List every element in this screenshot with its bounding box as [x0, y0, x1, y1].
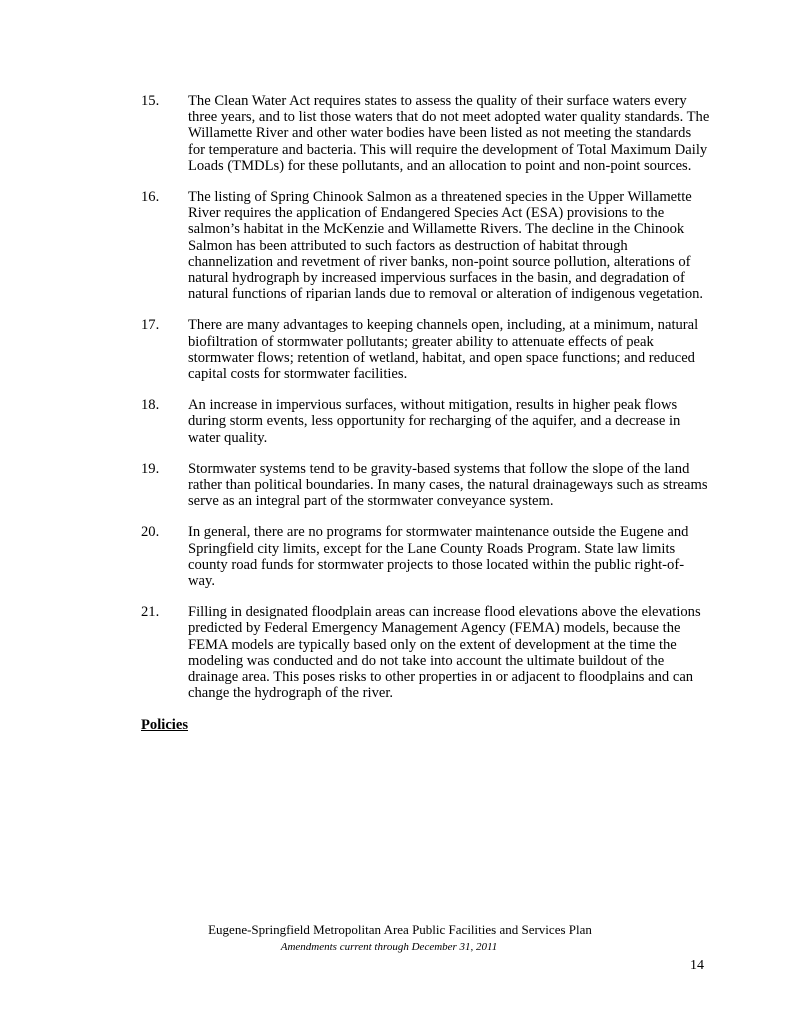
numbered-finding-15: [141, 93, 711, 174]
item-number: 16.: [141, 189, 160, 206]
numbered-finding-17: [141, 317, 711, 382]
item-text: The Clean Water Act requires states to assess the quality of their surface waters every three years, and to list those waters that do not meet adopted water quality standards. The Willamette River and other water bodies have been listed as not meeting the standards for temperature and bacteria. This will require the development of Total Maximum Daily Loads (TMDLs) for these pollutants, and an allocation to point and non-point sources.: [188, 93, 710, 174]
numbered-finding-19: [141, 461, 711, 510]
item-number: 21.: [141, 604, 160, 621]
numbered-finding-16: [141, 189, 711, 302]
numbered-finding-20: [141, 524, 711, 589]
item-text: Filling in designated floodplain areas can increase flood elevations above the elevations predicted by Federal Emergency Management Agency (FEMA) models, because the FEMA models are typically based only on the extent of development at the time the modeling was conducted and do not take into account the ultimate buildout of the drainage area. This poses risks to other properties in or adjacent to floodplains and can change the hydrograph of the river.: [188, 604, 701, 702]
item-text: An increase in impervious surfaces, without mitigation, results in higher peak flows during storm events, less opportunity for recharging of the aquifer, and a decrease in water quality.: [188, 397, 681, 446]
item-text: There are many advantages to keeping channels open, including, at a minimum, natural biofiltration of stormwater pollutants; greater ability to attenuate effects of peak stormwater flows; retention of wetland, habitat, and open space functions; and reduced capital costs for stormwater facilities.: [188, 317, 699, 383]
item-number: 20.: [141, 524, 160, 541]
item-text: In general, there are no programs for stormwater maintenance outside the Eugene and Springfield city limits, except for the Lane County Roads Program. State law limits county road funds for stormwater projects to those located within the public right-of-way.: [188, 524, 689, 590]
numbered-finding-18: [141, 397, 711, 446]
item-text: The listing of Spring Chinook Salmon as a threatened species in the Upper Willamette River requires the application of Endangered Species Act (ESA) provisions to the salmon’s habitat in the McKenzie and Willamette Rivers. The decline in the Chinook Salmon has been attributed to such factors as destruction of habitat through channelization and revetment of river banks, non-point source pollution, alterations of natural hydrograph by increased impervious surfaces in the basin, and degradation of natural functions of riparian lands due to removal or alteration of indigenous vegetation.: [188, 189, 704, 303]
item-number: 15.: [141, 93, 160, 109]
section-heading-policies: Policies: [141, 716, 189, 733]
footer-title: Eugene-Springfield Metropolitan Area Public Facilities and Services Plan: [208, 922, 592, 937]
item-number: 18.: [141, 397, 160, 414]
item-text: Stormwater systems tend to be gravity-based systems that follow the slope of the land rather than political boundaries. In many cases, the natural drainageways such as streams serve as an integral part of the stormwater conveyance system.: [188, 460, 708, 510]
item-number: 17.: [141, 317, 160, 334]
page-number: 14: [690, 958, 704, 973]
numbered-finding-21: [141, 604, 711, 701]
item-number: 19.: [141, 460, 160, 477]
footer-subtitle: Amendments current through December 31, 2011: [280, 941, 498, 953]
document-body: [141, 93, 711, 733]
